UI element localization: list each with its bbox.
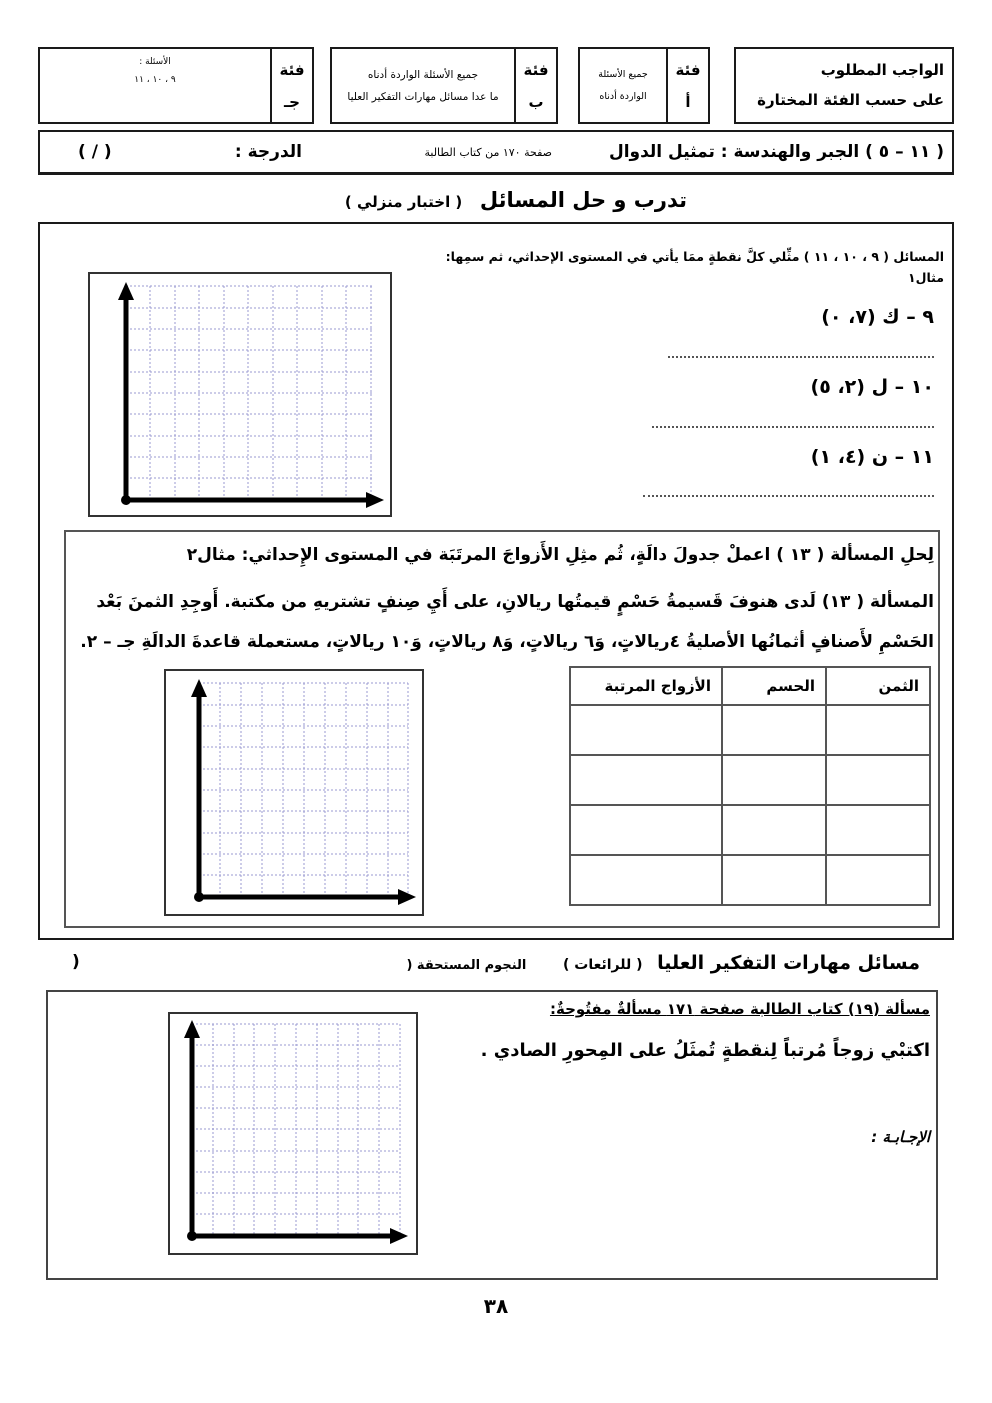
coordinate-plane-icon — [170, 1014, 416, 1253]
lesson-title-bar — [38, 130, 954, 175]
category-a-label: فئة — [675, 60, 701, 79]
category-c-label: فئة — [279, 60, 305, 79]
question19-text: اكتبْي زوجاً مُرتباً لِنقطةٍ تُمثَلُ على المِحورِ الصادي . — [480, 1040, 930, 1061]
example1-label: مثال١ — [907, 270, 944, 285]
col-price: الثمن — [826, 667, 930, 705]
coordinate-grid-2[interactable] — [164, 669, 424, 916]
stars-close: ) — [72, 952, 80, 972]
answer-label: الإجـابـة : — [871, 1128, 930, 1146]
stars-label: النجوم المستحقة ( — [406, 958, 527, 973]
category-b-letter: ب — [528, 92, 544, 111]
category-c-questions-label: الأسئلة : — [139, 57, 171, 67]
section1-heading-row — [345, 188, 687, 212]
table-row — [570, 855, 930, 905]
answer-line-10[interactable] — [652, 426, 934, 428]
category-c-questions-cell — [38, 47, 272, 124]
problem13-line3: الحَسْمِ لأَصنافٍ أثمانُها الأصليةُ ٤ريالاتٍ، وَ٦ ريالاتٍ، وَ٨ ريالاتٍ، وَ١٠ ريالاتٍ، مستعملة قاعدةَ الدالَةِ جـ – ٢. — [80, 632, 934, 652]
table-row — [570, 705, 930, 755]
table-row — [570, 805, 930, 855]
category-b-label-cell — [514, 47, 558, 124]
required-line1: الواجب المطلوب — [820, 61, 944, 79]
section1-subheading: ( اختبار منزلي ) — [344, 193, 463, 211]
table-row — [570, 755, 930, 805]
required-homework-cell — [734, 47, 954, 124]
category-c-questions-list: ٩ ، ١٠ ، ١١ — [134, 75, 176, 85]
answer-line-11[interactable] — [643, 495, 934, 497]
category-b-label: فئة — [523, 60, 549, 79]
answer-line-9[interactable] — [668, 356, 934, 358]
coordinate-plane-icon — [90, 274, 390, 515]
table-cell[interactable] — [570, 705, 722, 755]
category-a-description-cell — [578, 47, 668, 124]
coordinate-plane-icon — [166, 671, 422, 914]
point-item-11: ١١ – ن (٤، ١) — [810, 446, 934, 468]
stars-field[interactable] — [72, 952, 80, 972]
category-b-desc-line2: ما عدا مسائل مهارات التفكير العليا — [347, 90, 499, 103]
function-table — [569, 666, 931, 906]
problem13-line2: المسألة ( ١٣) لَدى هنوفَ قَسيمةُ حَسْمٍ قيمتُها ريالانِ، على أَيِ صِنفٍ تشتريهِ من مكتبة. أَوجِدِ الثمنَ بَعْد — [96, 592, 934, 612]
table-cell[interactable] — [570, 855, 722, 905]
table-cell[interactable] — [722, 705, 826, 755]
table-cell[interactable] — [722, 855, 826, 905]
table-cell[interactable] — [826, 805, 930, 855]
section1-instructions: المسائل ( ٩ ، ١٠ ، ١١ ) مثِّلي كلَّ نقطةٍ ممَا يأتي في المستوى الإحداثي، ثم سمِها: — [445, 249, 944, 264]
required-line2: على حسب الفئة المختارة — [757, 91, 944, 109]
table-cell[interactable] — [570, 755, 722, 805]
category-a-desc-line1: جميع الأسئلة — [598, 68, 648, 80]
page-reference: صفحة ١٧٠ من كتاب الطالبة — [424, 146, 552, 159]
lesson-title: ( ١١ – ٥ ) الجبر والهندسة : تمثيل الدوال — [608, 142, 944, 162]
table-cell[interactable] — [826, 855, 930, 905]
col-ordered-pairs: الأزواج المرتبة — [570, 667, 722, 705]
section2-for-label: ( للرائعات ) — [562, 957, 643, 973]
category-c-label-cell — [270, 47, 314, 124]
table-cell[interactable] — [826, 755, 930, 805]
category-b-desc-line1: جميع الأسئلة الواردة أدناه — [367, 68, 479, 81]
coordinate-grid-1[interactable] — [88, 272, 392, 517]
table-cell[interactable] — [826, 705, 930, 755]
table-cell[interactable] — [722, 755, 826, 805]
grade-field[interactable]: ( / ) — [78, 142, 112, 162]
table-cell[interactable] — [570, 805, 722, 855]
category-a-desc-line2: الواردة أدناه — [599, 90, 647, 102]
section2-heading-row — [406, 952, 920, 974]
col-discount: الحسم — [722, 667, 826, 705]
section1-heading: تدرب و حل المسائل — [479, 188, 687, 212]
table-header-row — [570, 667, 930, 705]
category-a-letter: أ — [685, 92, 691, 111]
category-c-letter: جـ — [284, 92, 300, 111]
table-cell[interactable] — [722, 805, 826, 855]
category-b-description-cell — [330, 47, 516, 124]
point-item-9: ٩ – ك (٧، ٠) — [821, 306, 934, 328]
question19-title: مسألة (١٩) كتاب الطالبة صفحة ١٧١ مسألةٌ مفتُوحةٌ: — [549, 1000, 930, 1018]
point-item-10: ١٠ – ل (٢، ٥) — [810, 376, 934, 398]
coordinate-grid-3[interactable] — [168, 1012, 418, 1255]
page-number: ٣٨ — [483, 1294, 509, 1318]
problem13-line1: لِحلِ المسألة ( ١٣ ) اعملْ جدولَ دالَةٍ، ثُم مثِلِ الأَزواجَ المرتَبَة في المستوى الإِحداثي: مثال٢ — [186, 545, 934, 565]
category-a-label-cell — [666, 47, 710, 124]
section2-heading: مسائل مهارات التفكير العليا — [657, 952, 920, 974]
grade-label: الدرجة : — [234, 142, 302, 162]
